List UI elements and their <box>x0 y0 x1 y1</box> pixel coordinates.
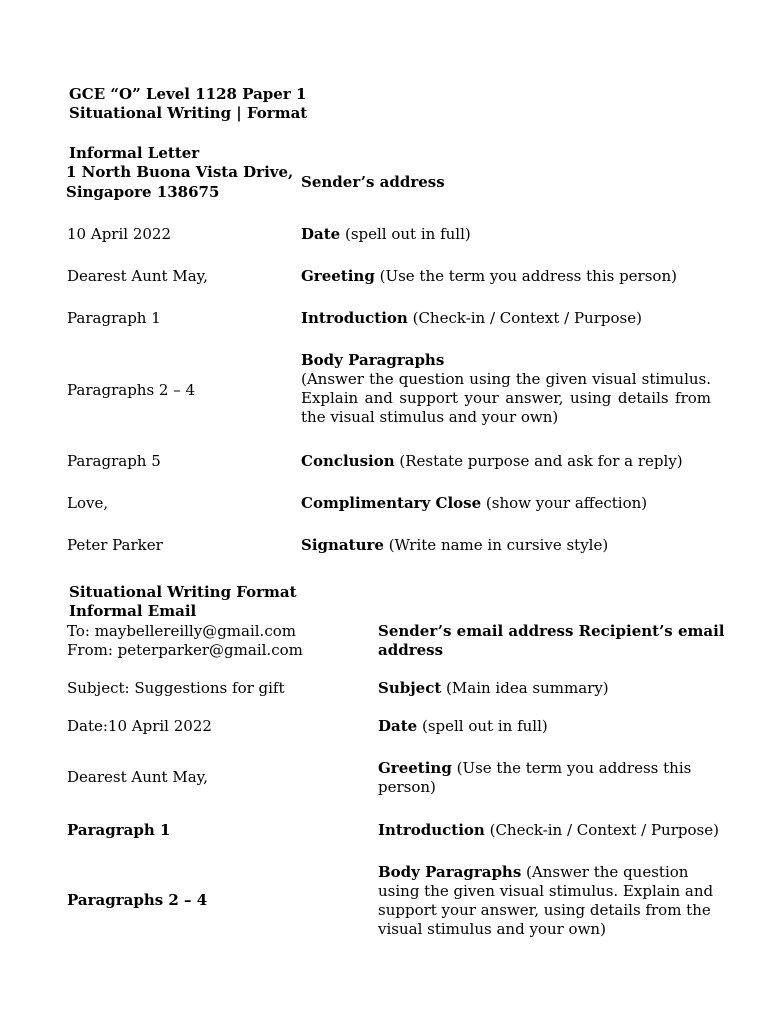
email-row-left: Dearest Aunt May, <box>67 768 208 786</box>
letter-row-label: Body Paragraphs (Answer the question using the given visual stimulus. Explain and support your answer, using details from the visual stimulus and your own) <box>301 351 711 426</box>
email-to-line: To: maybellereilly@gmail.com <box>67 622 296 640</box>
letter-row-label: Signature (Write name in cursive style) <box>301 536 609 554</box>
doc-title-line1: GCE “O” Level 1128 Paper 1 <box>69 85 307 103</box>
letter-heading: Informal Letter <box>69 144 200 162</box>
email-row-label: Introduction (Check-in / Context / Purpose) <box>378 821 719 839</box>
letter-row-left: Paragraphs 2 – 4 <box>67 381 196 399</box>
doc-title-line2: Situational Writing | Format <box>69 104 308 122</box>
email-heading-line1: Situational Writing Format <box>69 583 297 601</box>
letter-row-left: Love, <box>67 494 109 512</box>
letter-row-left: Peter Parker <box>67 536 163 554</box>
letter-address-line2: Singapore 138675 <box>66 183 220 201</box>
email-row-label: Subject (Main idea summary) <box>378 679 609 697</box>
letter-address-label: Sender’s address <box>301 173 445 191</box>
letter-row-label: Introduction (Check-in / Context / Purpose) <box>301 309 642 327</box>
letter-address-line1: 1 North Buona Vista Drive, <box>66 163 294 181</box>
letter-row-label: Date (spell out in full) <box>301 225 471 243</box>
letter-row-label: Conclusion (Restate purpose and ask for a reply) <box>301 452 683 470</box>
email-address-label-line2: address <box>378 641 444 659</box>
letter-row-left: Dearest Aunt May, <box>67 267 208 285</box>
letter-row-label: Greeting (Use the term you address this person) <box>301 267 677 285</box>
email-row-label: Greeting (Use the term you address this person) <box>378 759 692 796</box>
email-row-left: Paragraph 1 <box>67 821 171 839</box>
email-row-label: Date (spell out in full) <box>378 717 548 735</box>
letter-row-left: Paragraph 1 <box>67 309 161 327</box>
letter-row-left: 10 April 2022 <box>67 225 171 243</box>
email-row-left: Subject: Suggestions for gift <box>67 679 285 697</box>
email-address-label-line1: Sender’s email address Recipient’s email <box>378 622 725 640</box>
email-from-line: From: peterparker@gmail.com <box>67 641 303 659</box>
letter-row-label: Complimentary Close (show your affection) <box>301 494 648 512</box>
letter-row-left: Paragraph 5 <box>67 452 161 470</box>
email-row-left: Paragraphs 2 – 4 <box>67 891 208 909</box>
email-heading-line2: Informal Email <box>69 602 197 620</box>
email-row-label: Body Paragraphs (Answer the question using the given visual stimulus. Explain and support your answer, using details from the visual stimulus and your own) <box>378 863 714 938</box>
email-row-left: Date:10 April 2022 <box>67 717 212 735</box>
